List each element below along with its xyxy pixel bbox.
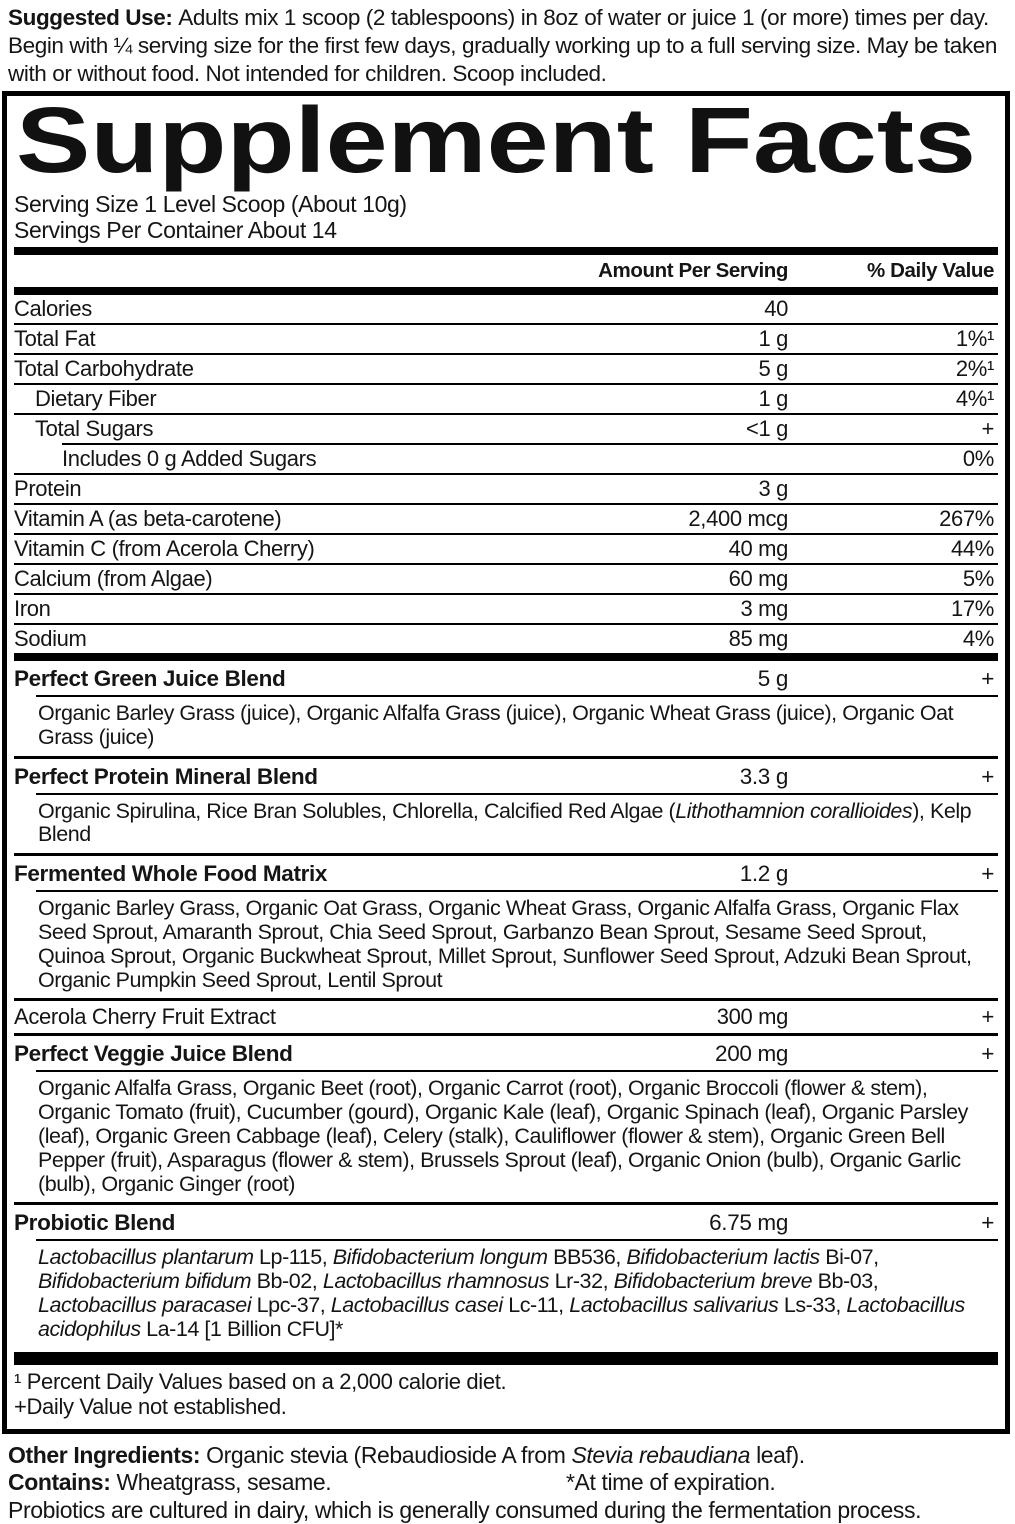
nutrient-daily-value: 0% — [962, 446, 994, 471]
nutrient-daily-value: 44% — [951, 536, 994, 561]
blend-daily-value: + — [981, 1041, 994, 1067]
nutrient-name: Vitamin C (from Acerola Cherry) — [14, 536, 315, 561]
footnote-not-established: +Daily Value not established. — [14, 1393, 287, 1419]
nutrient-amount: 40 mg — [728, 536, 788, 561]
nutrient-daily-value: 4%¹ — [955, 386, 994, 411]
serving-size: Serving Size 1 Level Scoop (About 10g) — [14, 191, 407, 217]
thick-divider — [14, 653, 998, 661]
nutrient-row-dietary-fiber — [14, 385, 998, 415]
nutrient-name: Iron — [14, 596, 51, 621]
nutrient-row-vitamin-a — [14, 505, 998, 535]
nutrient-row-total-carbohydrate — [14, 355, 998, 385]
nutrient-amount: 3 mg — [740, 596, 788, 621]
nutrient-name: Calories — [14, 296, 92, 321]
nutrient-name: Sodium — [14, 626, 87, 651]
nutrient-amount: 2,400 mcg — [688, 506, 788, 531]
nutrient-amount: 1 g — [758, 386, 788, 411]
nutrient-name: Vitamin A (as beta-carotene) — [14, 506, 282, 531]
nutrient-name: Calcium (from Algae) — [14, 566, 213, 591]
nutrient-row-acerola-extract — [14, 1001, 998, 1036]
blend-ingredients-probiotic: Lactobacillus plantarum Lp-115, Bifidobacterium longum BB536, Bifidobacterium lactis Bi-07, Bifidobacterium bifidum Bb-02, Lactobacillus rhamnosus Lr-32, Bifidobacterium breve Bb-03, Lactobacillus paracasei Lpc-37, Lactobacillus casei Lc-11, Lactobacillus salivarius Ls-33, Lactobacillus acidophilus La-14 [1 Billion CFU]* — [38, 1245, 965, 1341]
blend-name: Probiotic Blend — [14, 1210, 176, 1236]
blend-ingredients-protein-mineral: Organic Spirulina, Rice Bran Solubles, Chlorella, Calcified Red Algae (Lithothamnion corallioides), Kelp Blend — [38, 798, 972, 847]
blend-ingredients-veggie-juice: Organic Alfalfa Grass, Organic Beet (root), Organic Carrot (root), Organic Broccoli (flower & stem), Organic Tomato (fruit), Cucumber (gourd), Organic Kale (leaf), Organic Spinach (leaf), Organic Parsley (leaf), Organic Green Cabbage (leaf), Celery (stalk), Cauliflower (flower & stem), Organic Green Bell Pepper (fruit), Asparagus (flower & stem), Brussels Sprout (leaf), Organic Onion (bulb), Organic Garlic (bulb), Organic Ginger (root) — [38, 1076, 968, 1196]
blend-name: Perfect Green Juice Blend — [14, 666, 286, 691]
nutrient-row-protein — [14, 475, 998, 505]
expiration-note: *At time of expiration. — [566, 1469, 776, 1496]
nutrient-row-total-fat — [14, 325, 998, 355]
thick-divider — [14, 247, 998, 255]
thick-divider — [14, 287, 998, 295]
nutrient-name: Total Sugars — [35, 416, 154, 441]
nutrient-amount: 1 g — [758, 326, 788, 351]
thick-divider — [14, 1352, 998, 1365]
blend-row-veggie-juice — [14, 1036, 998, 1070]
panel-title: Supplement Facts — [16, 98, 976, 192]
nutrient-row-added-sugars — [14, 445, 998, 475]
nutrient-daily-value: 2%¹ — [955, 356, 994, 381]
nutrient-name: Dietary Fiber — [35, 386, 157, 411]
nutrient-daily-value: 1%¹ — [955, 326, 994, 351]
nutrient-name: Acerola Cherry Fruit Extract — [14, 1004, 276, 1030]
servings-per-container: Servings Per Container About 14 — [14, 216, 337, 243]
blend-name: Perfect Veggie Juice Blend — [14, 1041, 293, 1067]
blend-row-green-juice — [14, 661, 998, 695]
blend-ingredients-fermented-matrix: Organic Barley Grass, Organic Oat Grass, Organic Wheat Grass, Organic Alfalfa Grass, Organic Flax Seed Sprout, Amaranth Sprout, Chia Seed Sprout, Garbanzo Bean Sprout, Sesame Seed Sprout, Quinoa Sprout, Organic Buckwheat Sprout, Millet Sprout, Sunflower Seed Sprout, Adzuki Bean Sprout, Organic Pumpkin Seed Sprout, Lentil Sprout — [38, 896, 972, 992]
nutrient-amount: 40 — [764, 296, 788, 321]
other-ingredients-line: Other Ingredients: Organic stevia (Rebaudioside A from Stevia rebaudiana leaf). — [8, 1441, 805, 1468]
blend-amount: 1.2 g — [739, 861, 788, 887]
blend-daily-value: + — [981, 666, 994, 691]
suggested-use-text: Suggested Use: Adults mix 1 scoop (2 tablespoons) in 8oz of water or juice 1 (or more) times per day. Begin with ¼ serving size for the first few days, gradually working up to a full serving size. May be taken with or without food. Not intended for children. Scoop included. — [8, 5, 997, 86]
nutrient-daily-value: 17% — [951, 596, 994, 621]
nutrient-amount: 60 mg — [728, 566, 788, 591]
supplement-facts-panel — [2, 91, 1010, 1434]
blend-amount: 200 mg — [715, 1041, 788, 1067]
blend-amount: 6.75 mg — [709, 1210, 788, 1236]
blend-daily-value: + — [981, 861, 994, 887]
blend-amount: 3.3 g — [739, 763, 788, 789]
footnote-daily-value: ¹ Percent Daily Values based on a 2,000 calorie diet. — [14, 1368, 507, 1394]
column-header-daily-value: % Daily Value — [867, 259, 994, 282]
nutrient-daily-value: + — [981, 1004, 994, 1030]
nutrient-row-total-sugars — [14, 415, 998, 443]
label-footer — [0, 1434, 1015, 1524]
probiotic-dairy-note: Probiotics are cultured in dairy, which is generally consumed during the fermentation process. — [8, 1496, 922, 1523]
blend-row-fermented-matrix — [14, 856, 998, 890]
nutrient-row-sodium — [14, 625, 998, 653]
nutrient-name: Total Carbohydrate — [14, 356, 194, 381]
blend-row-protein-mineral — [14, 759, 998, 793]
nutrient-daily-value: 4% — [962, 626, 994, 651]
column-header-amount: Amount Per Serving — [598, 259, 788, 282]
nutrient-daily-value: 267% — [939, 506, 994, 531]
nutrient-amount: 300 mg — [716, 1004, 788, 1030]
panel-title-graphic — [14, 98, 998, 192]
blend-amount: 5 g — [757, 666, 788, 691]
footnotes — [14, 1365, 998, 1421]
nutrient-name: Total Fat — [14, 326, 96, 351]
nutrient-row-vitamin-c — [14, 535, 998, 565]
nutrient-name: Protein — [14, 476, 82, 501]
blend-daily-value: + — [981, 1210, 994, 1236]
nutrient-amount: 3 g — [758, 476, 788, 501]
nutrient-row-iron — [14, 595, 998, 625]
nutrient-daily-value: 5% — [962, 566, 994, 591]
blend-daily-value: + — [981, 763, 994, 789]
column-header-row — [14, 255, 998, 287]
blend-ingredients-green-juice: Organic Barley Grass (juice), Organic Alfalfa Grass (juice), Organic Wheat Grass (juice), Organic Oat Grass (juice) — [38, 701, 954, 749]
nutrient-daily-value: + — [981, 416, 994, 441]
contains-text: Contains: Wheatgrass, sesame. — [8, 1469, 332, 1496]
blend-row-probiotic — [14, 1205, 998, 1239]
nutrient-amount: 85 mg — [728, 626, 788, 651]
nutrient-amount: <1 g — [745, 416, 788, 441]
blend-name: Perfect Protein Mineral Blend — [14, 763, 318, 789]
nutrient-name: Includes 0 g Added Sugars — [62, 446, 317, 471]
nutrient-row-calories — [14, 295, 998, 325]
nutrient-row-calcium — [14, 565, 998, 595]
blend-name: Fermented Whole Food Matrix — [14, 861, 328, 887]
nutrient-amount: 5 g — [758, 356, 788, 381]
contains-line — [8, 1469, 1009, 1497]
